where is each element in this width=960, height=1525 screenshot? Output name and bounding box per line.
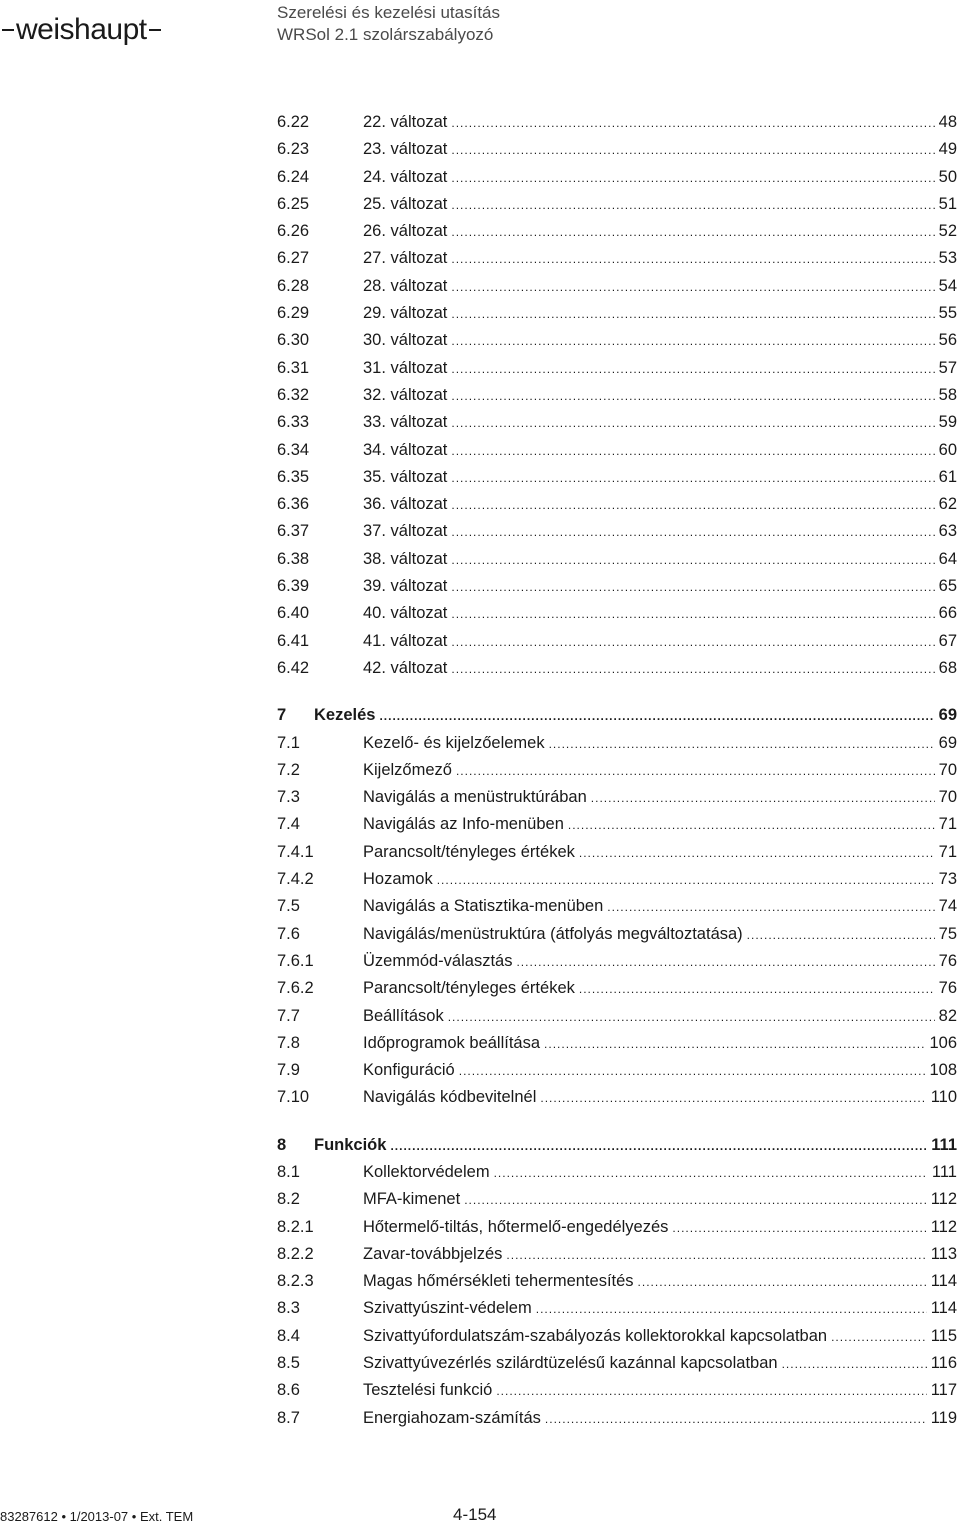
toc-entry-row[interactable]: [277, 949, 957, 976]
toc-entry-line: [363, 788, 957, 807]
toc-entry-line: [363, 979, 957, 998]
toc-entry-line: [363, 1272, 957, 1291]
toc-entry-page: 66: [938, 604, 957, 623]
toc-entry-number: 6.29: [277, 304, 310, 323]
toc-entry-title: 25. változat: [363, 195, 451, 214]
toc-entry-number: 6.24: [277, 167, 310, 186]
toc-entry-page: 62: [938, 495, 957, 514]
toc-entry-title: Szivattyúfordulatszám-szabályozás kollektorokkal kapcsolatban: [363, 1327, 831, 1346]
toc-entry-number: 7: [277, 706, 287, 725]
toc-entry-line: [363, 1327, 957, 1346]
dot-leader: [545, 1412, 927, 1426]
toc-entry-number: 6.26: [277, 222, 310, 241]
dot-leader: [747, 928, 935, 942]
dot-leader: [451, 171, 934, 185]
toc-entry-number: 6.31: [277, 358, 310, 377]
toc-entry-number: 8.2: [277, 1190, 300, 1209]
dot-leader: [451, 525, 934, 539]
toc-entry-line: [363, 359, 957, 378]
dot-leader: [451, 116, 934, 130]
toc-entry-page: 111: [931, 1162, 957, 1181]
toc-entry-row[interactable]: [277, 1324, 957, 1351]
toc-entry-title: Energiahozam-számítás: [363, 1409, 545, 1428]
toc-entry-title: Szivattyúvezérlés szilárdtüzelésű kazánnal kapcsolatban: [363, 1354, 782, 1373]
dot-leader: [506, 1248, 926, 1262]
toc-entry-title: 24. változat: [363, 168, 451, 187]
toc-entry-page: 76: [938, 951, 957, 970]
toc-entry-page: 52: [938, 222, 957, 241]
toc-entry-number: 7.4.2: [277, 870, 314, 889]
toc-entry-title: Kijelzőmező: [363, 761, 456, 780]
toc-entry-line: [363, 1381, 957, 1400]
toc-entry-line: [363, 1354, 957, 1373]
toc-entry-title: Funkciók: [314, 1136, 390, 1155]
toc-entry-line: [363, 168, 957, 187]
logo-dash-left: [2, 29, 14, 31]
toc-entry-row[interactable]: [277, 1215, 957, 1242]
toc-entry-number: 6.34: [277, 440, 310, 459]
toc-entry-page: 71: [938, 842, 957, 861]
toc-entry-page: 117: [930, 1381, 957, 1400]
document-header: [277, 2, 500, 46]
dot-leader: [451, 635, 934, 649]
dot-leader: [451, 198, 934, 212]
toc-entry-row[interactable]: [277, 438, 957, 465]
toc-entry-number: 8: [277, 1135, 287, 1154]
toc-entry-page: 63: [938, 522, 957, 541]
toc-entry-title: Hőtermelő-tiltás, hőtermelő-engedélyezés: [363, 1218, 672, 1237]
toc-entry-title: Kollektorvédelem: [363, 1163, 494, 1182]
dot-leader: [672, 1221, 926, 1235]
toc-entry-line: [363, 1088, 957, 1107]
dot-leader: [638, 1275, 927, 1289]
toc-entry-number: 7.6.2: [277, 979, 314, 998]
section-spacer: [277, 1113, 957, 1133]
toc-entry-page: 55: [938, 304, 957, 323]
toc-entry-number: 7.4.1: [277, 842, 314, 861]
toc-entry-page: 67: [938, 631, 957, 650]
toc-entry-number: 8.7: [277, 1408, 300, 1427]
toc-entry-line: [363, 870, 957, 889]
toc-entry-number: 7.6: [277, 924, 300, 943]
toc-entry-line: [363, 897, 957, 916]
dot-leader: [579, 846, 935, 860]
dot-leader: [496, 1384, 926, 1398]
toc-entry-line: [363, 761, 957, 780]
toc-entry-number: 7.10: [277, 1088, 310, 1107]
toc-entry-number: 8.6: [277, 1381, 300, 1400]
logo-text: weishaupt: [16, 13, 147, 46]
toc-entry-number: 7.9: [277, 1061, 300, 1080]
toc-entry-page: 57: [938, 358, 957, 377]
toc-entry-title: 31. változat: [363, 359, 451, 378]
toc-entry-title: 34. változat: [363, 441, 451, 460]
toc-entry-row[interactable]: [277, 165, 957, 192]
toc-entry-number: 6.22: [277, 113, 310, 131]
toc-entry-line: [363, 1007, 957, 1026]
dot-leader: [451, 143, 934, 157]
toc-entry-row[interactable]: [277, 1058, 957, 1085]
toc-entry-line: [363, 604, 957, 623]
toc-entry-title: Parancsolt/tényleges értékek: [363, 843, 579, 862]
toc-entry-line: [314, 1136, 957, 1155]
dot-leader: [568, 818, 935, 832]
dot-leader: [831, 1330, 927, 1344]
toc-entry-row[interactable]: [277, 356, 957, 383]
toc-entry-title: Tesztelési funkció: [363, 1381, 496, 1400]
toc-entry-line: [363, 140, 957, 159]
toc-entry-row[interactable]: [277, 328, 957, 355]
toc-entry-page: 65: [938, 577, 957, 596]
dot-leader: [591, 791, 935, 805]
toc-entry-line: [314, 706, 957, 725]
toc-entry-row[interactable]: [277, 1351, 957, 1378]
toc-entry-title: Időprogramok beállítása: [363, 1034, 544, 1053]
dot-leader: [544, 1037, 925, 1051]
toc-entry-title: Szivattyúszint-védelem: [363, 1299, 536, 1318]
toc-entry-row[interactable]: [277, 656, 957, 683]
toc-entry-page: 50: [938, 167, 957, 186]
toc-entry-page: 108: [929, 1061, 957, 1080]
toc-entry-row[interactable]: [277, 1085, 957, 1112]
toc-entry-row[interactable]: [277, 219, 957, 246]
toc-entry-page: 116: [930, 1354, 957, 1373]
weishaupt-logo: [0, 10, 163, 50]
toc-entry-page: 112: [930, 1217, 957, 1236]
toc-entry-row[interactable]: [277, 192, 957, 219]
toc-entry-number: 7.4: [277, 815, 300, 834]
toc-entry-row[interactable]: [277, 574, 957, 601]
toc-entry-line: [363, 952, 957, 971]
toc-entry-line: [363, 1218, 957, 1237]
toc-entry-page: 70: [938, 760, 957, 779]
header-title-line1: Szerelési és kezelési utasítás: [277, 3, 500, 22]
toc-entry-number: 7.7: [277, 1006, 300, 1025]
toc-entry-number: 6.28: [277, 276, 310, 295]
toc-entry-page: 82: [938, 1006, 957, 1025]
toc-entry-page: 114: [930, 1299, 957, 1318]
toc-entry-title: Navigálás a menüstruktúrában: [363, 788, 591, 807]
toc-entry-row[interactable]: [277, 1296, 957, 1323]
toc-entry-title: Parancsolt/tényleges értékek: [363, 979, 579, 998]
toc-entry-page: 51: [938, 194, 957, 213]
toc-entry-title: Hozamok: [363, 870, 437, 889]
toc-entry-title: Navigálás/menüstruktúra (átfolyás megváltoztatása): [363, 925, 747, 944]
toc-entry-page: 73: [938, 870, 957, 889]
toc-entry-line: [363, 632, 957, 651]
dot-leader: [456, 764, 935, 778]
dot-leader: [451, 389, 934, 403]
toc-entry-line: [363, 522, 957, 541]
toc-entry-page: 74: [938, 897, 957, 916]
toc-entry-title: Beállítások: [363, 1007, 448, 1026]
toc-entry-title: Navigálás az Info-menüben: [363, 815, 568, 834]
toc-entry-line: [363, 386, 957, 405]
toc-entry-row[interactable]: [277, 922, 957, 949]
toc-entry-row[interactable]: [277, 519, 957, 546]
dot-leader: [437, 873, 935, 887]
toc-entry-page: 68: [938, 658, 957, 677]
toc-entry-row[interactable]: [277, 731, 957, 758]
toc-entry-title: 38. változat: [363, 550, 451, 569]
dot-leader: [451, 607, 934, 621]
toc-entry-number: 7.3: [277, 788, 300, 807]
toc-entry-number: 8.2.2: [277, 1244, 314, 1263]
toc-entry-line: [363, 815, 957, 834]
toc-entry-page: 61: [938, 467, 957, 486]
toc-entry-line: [363, 734, 957, 753]
dot-leader: [451, 307, 934, 321]
toc-entry-number: 7.1: [277, 733, 300, 752]
toc-entry-line: [363, 659, 957, 678]
toc-entry-page: 53: [938, 249, 957, 268]
dot-leader: [451, 225, 934, 239]
dot-leader: [459, 1064, 926, 1078]
toc-entry-line: [363, 195, 957, 214]
toc-entry-number: 6.39: [277, 577, 310, 596]
dot-leader: [782, 1357, 927, 1371]
toc-entry-number: 6.33: [277, 413, 310, 432]
toc-entry-line: [363, 550, 957, 569]
toc-entry-page: 49: [938, 140, 957, 159]
toc-entry-row[interactable]: [277, 1378, 957, 1405]
toc-entry-line: [363, 441, 957, 460]
toc-entry-row[interactable]: [277, 1242, 957, 1269]
dot-leader: [579, 982, 935, 996]
toc-entry-line: [363, 1190, 957, 1209]
toc-entry-line: [363, 468, 957, 487]
toc-entry-title: Üzemmód-választás: [363, 952, 516, 971]
toc-entry-title: 37. változat: [363, 522, 451, 541]
header-title-line2: WRSol 2.1 szolárszabályozó: [277, 25, 494, 44]
toc-entry-row[interactable]: [277, 301, 957, 328]
dot-leader: [379, 709, 934, 723]
toc-entry-line: [363, 1061, 957, 1080]
toc-chapter-row[interactable]: [277, 1133, 957, 1160]
toc-entry-number: 6.41: [277, 631, 310, 650]
dot-leader: [451, 580, 934, 594]
toc-entry-row[interactable]: [277, 867, 957, 894]
toc-entry-line: [363, 113, 957, 132]
toc-entry-title: 41. változat: [363, 632, 451, 651]
toc-entry-page: 113: [930, 1244, 957, 1263]
toc-entry-page: 112: [930, 1190, 957, 1209]
toc-entry-row[interactable]: [277, 1031, 957, 1058]
dot-leader: [451, 416, 934, 430]
logo-dash-right: [149, 29, 161, 31]
toc-entry-number: 8.5: [277, 1354, 300, 1373]
toc-entry-row[interactable]: [277, 492, 957, 519]
toc-entry-row[interactable]: [277, 785, 957, 812]
toc-entry-page: 69: [938, 706, 957, 725]
toc-entry-number: 7.5: [277, 897, 300, 916]
toc-entry-row[interactable]: [277, 812, 957, 839]
dot-leader: [451, 662, 934, 676]
dot-leader: [516, 955, 934, 969]
toc-entry-row[interactable]: [277, 383, 957, 410]
toc-entry-number: 6.38: [277, 549, 310, 568]
toc-entry-title: Navigálás a Statisztika-menüben: [363, 897, 607, 916]
dot-leader: [451, 334, 934, 348]
toc-entry-title: MFA-kimenet: [363, 1190, 464, 1209]
toc-entry-page: 60: [938, 440, 957, 459]
toc-entry-number: 6.40: [277, 604, 310, 623]
dot-leader: [540, 1091, 926, 1105]
dot-leader: [451, 471, 934, 485]
toc-entry-page: 54: [938, 276, 957, 295]
toc-entry-number: 8.4: [277, 1326, 300, 1345]
toc-entry-number: 6.32: [277, 385, 310, 404]
toc-entry-title: 36. változat: [363, 495, 451, 514]
toc-entry-number: 8.1: [277, 1162, 300, 1181]
toc-entry-page: 48: [938, 113, 957, 131]
toc-entry-page: 106: [929, 1033, 957, 1052]
toc-entry-number: 8.2.1: [277, 1217, 314, 1236]
toc-entry-row[interactable]: [277, 246, 957, 273]
toc-entry-page: 70: [938, 788, 957, 807]
toc-entry-number: 7.2: [277, 760, 300, 779]
dot-leader: [390, 1139, 927, 1153]
toc-entry-page: 59: [938, 413, 957, 432]
toc-entry-page: 119: [930, 1408, 957, 1427]
toc-entry-page: 69: [938, 733, 957, 752]
toc-entry-row[interactable]: [277, 274, 957, 301]
toc-entry-page: 76: [938, 979, 957, 998]
dot-leader: [451, 280, 934, 294]
toc-entry-page: 115: [930, 1326, 957, 1345]
toc-entry-line: [363, 1245, 957, 1264]
dot-leader: [448, 1010, 935, 1024]
toc-entry-page: 75: [938, 924, 957, 943]
toc-entry-row[interactable]: [277, 840, 957, 867]
toc-entry-title: 35. változat: [363, 468, 451, 487]
dot-leader: [494, 1166, 928, 1180]
toc-entry-row[interactable]: [277, 547, 957, 574]
toc-entry-line: [363, 277, 957, 296]
toc-entry-row[interactable]: [277, 1004, 957, 1031]
toc-entry-row[interactable]: [277, 137, 957, 164]
toc-entry-line: [363, 1299, 957, 1318]
toc-entry-title: 23. változat: [363, 140, 451, 159]
dot-leader: [464, 1193, 927, 1207]
toc-entry-line: [363, 249, 957, 268]
toc-entry-title: Magas hőmérsékleti tehermentesítés: [363, 1272, 638, 1291]
dot-leader: [451, 252, 934, 266]
toc-entry-line: [363, 413, 957, 432]
toc-entry-title: 42. változat: [363, 659, 451, 678]
dot-leader: [451, 362, 934, 376]
dot-leader: [451, 444, 934, 458]
table-of-contents: [277, 110, 957, 1433]
toc-entry-line: [363, 1034, 957, 1053]
toc-entry-row[interactable]: [277, 410, 957, 437]
toc-entry-row[interactable]: [277, 1406, 957, 1433]
toc-entry-number: 6.23: [277, 140, 310, 159]
toc-entry-title: Navigálás kódbevitelnél: [363, 1088, 540, 1107]
toc-entry-number: 6.42: [277, 658, 310, 677]
toc-entry-row[interactable]: [277, 1269, 957, 1296]
toc-entry-number: 8.2.3: [277, 1272, 314, 1291]
dot-leader: [536, 1302, 927, 1316]
toc-entry-number: 6.30: [277, 331, 310, 350]
toc-entry-title: Kezelés: [314, 706, 379, 725]
toc-chapter-row[interactable]: [277, 703, 957, 730]
toc-entry-number: 7.8: [277, 1033, 300, 1052]
toc-entry-page: 64: [938, 549, 957, 568]
dot-leader: [607, 900, 934, 914]
toc-entry-title: 33. változat: [363, 413, 451, 432]
toc-entry-title: 32. változat: [363, 386, 451, 405]
toc-entry-number: 7.6.1: [277, 951, 314, 970]
toc-entry-row[interactable]: [277, 976, 957, 1003]
toc-entry-page: 71: [938, 815, 957, 834]
toc-entry-row[interactable]: [277, 894, 957, 921]
toc-entry-row[interactable]: [277, 110, 957, 137]
toc-entry-title: Kezelő- és kijelzőelemek: [363, 734, 549, 753]
toc-entry-row[interactable]: [277, 1160, 957, 1187]
toc-entry-line: [363, 1409, 957, 1428]
toc-entry-title: 26. változat: [363, 222, 451, 241]
toc-entry-page: 56: [938, 331, 957, 350]
toc-entry-title: 27. változat: [363, 249, 451, 268]
toc-entry-line: [363, 222, 957, 241]
document-reference: 83287612 • 1/2013-07 • Ext. TEM: [0, 1509, 194, 1524]
toc-entry-title: 30. változat: [363, 331, 451, 350]
toc-entry-page: 110: [930, 1088, 957, 1107]
toc-entry-number: 6.27: [277, 249, 310, 268]
toc-entry-number: 6.37: [277, 522, 310, 541]
toc-entry-line: [363, 331, 957, 350]
toc-entry-line: [363, 495, 957, 514]
toc-entry-row[interactable]: [277, 629, 957, 656]
toc-entry-page: 114: [930, 1272, 957, 1291]
toc-entry-row[interactable]: [277, 1187, 957, 1214]
toc-entry-title: 39. változat: [363, 577, 451, 596]
toc-entry-number: 8.3: [277, 1299, 300, 1318]
section-spacer: [277, 683, 957, 703]
toc-entry-row[interactable]: [277, 601, 957, 628]
toc-entry-title: Zavar-továbbjelzés: [363, 1245, 506, 1264]
toc-entry-title: 29. változat: [363, 304, 451, 323]
toc-entry-page: 111: [931, 1135, 957, 1154]
toc-entry-line: [363, 925, 957, 944]
page-number: 4-154: [453, 1505, 497, 1524]
dot-leader: [451, 553, 934, 567]
toc-entry-title: 28. változat: [363, 277, 451, 296]
toc-entry-line: [363, 843, 957, 862]
toc-entry-title: Konfiguráció: [363, 1061, 459, 1080]
dot-leader: [549, 737, 935, 751]
toc-entry-number: 6.35: [277, 467, 310, 486]
toc-entry-line: [363, 304, 957, 323]
toc-entry-title: 40. változat: [363, 604, 451, 623]
toc-entry-line: [363, 1163, 957, 1182]
toc-entry-number: 6.25: [277, 194, 310, 213]
toc-entry-title: 22. változat: [363, 113, 451, 132]
toc-entry-row[interactable]: [277, 465, 957, 492]
toc-entry-number: 6.36: [277, 495, 310, 514]
toc-entry-page: 58: [938, 385, 957, 404]
dot-leader: [451, 498, 934, 512]
toc-entry-row[interactable]: [277, 758, 957, 785]
toc-entry-line: [363, 577, 957, 596]
